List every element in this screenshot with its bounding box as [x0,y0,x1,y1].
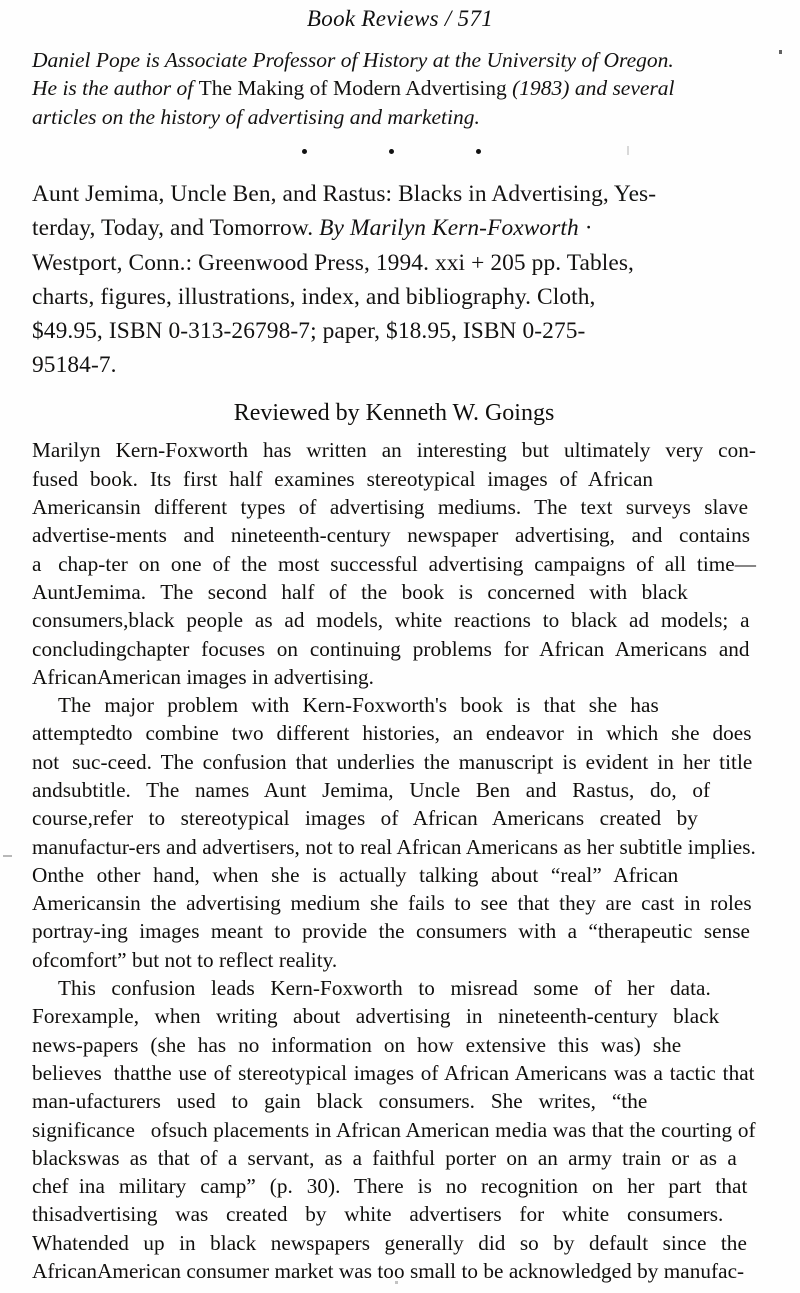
text-run: The Making of Modern Advertising [198,76,507,101]
ornament-dot-icon [476,149,481,154]
text-line: ufacturers used to gain black consumers. She writes, “the significance of [32,1089,648,1142]
scan-speck-artifact [779,50,782,54]
text-line: advertising was created by white advertisers for white consumers. What [32,1202,724,1255]
text-line: This confusion leads Kern-Foxworth to misread some of her data. For [32,976,711,1029]
text-line: ing images meant to provide the consumers with a “therapeutic sense of [32,919,750,972]
text-run: terday, Today, and Tomorrow. [32,215,320,242]
text-line [32,280,756,314]
review-body-text [32,436,756,1285]
text-line: American images in advertising. [97,664,374,689]
paragraph [32,436,756,691]
text-line: refer to stereotypical images of African Americans created by manufactur- [32,806,698,859]
text-line: Marilyn Kern-Foxworth has written an interesting but ultimately very con- [32,438,756,463]
text-line: ceed. The confusion that underlies the manuscript is evident in her title and [32,749,753,802]
scan-speck-artifact [3,855,12,857]
text-line: American consumer market was too small to be acknowledged by manufac- [97,1259,745,1284]
ornament-dot-icon [302,149,307,154]
text-line [32,348,756,382]
text-line [32,211,756,245]
paragraph [32,974,756,1285]
text-line: the other hand, when she is actually talking about “real” African Americans [32,862,679,916]
text-line: The major problem with Kern-Foxworth's book is that she has attempted [32,693,659,746]
text-column [32,46,756,1285]
text-run: charts, figures, illustrations, index, and bibliography. Cloth, [32,283,596,310]
author-biographical-note [32,46,756,131]
text-run: 95184-7. [32,352,117,379]
reviewer-byline: Reviewed by Kenneth W. Goings [233,400,555,427]
text-line: chapter focuses on continuing problems for African Americans and African [32,636,750,689]
book-citation [32,177,756,382]
text-line: example, when writing about advertising in nineteenth-century black news- [32,1004,720,1057]
text-line: black people as ad models, white reactions to black ad models; a concluding [32,608,750,661]
text-line [32,103,756,131]
text-line [32,74,756,102]
text-line [32,177,756,211]
ornament-dot-icon [389,149,394,154]
text-line: fused book. Its first half examines stereotypical images of African Americans [32,466,654,520]
text-line [32,246,756,280]
text-run: Aunt Jemima, Uncle Ben, and Rastus: Blacks in Advertising, Yes- [32,181,657,208]
text-line: a military camp” (p. 30). There is no recognition on her part that this [32,1174,748,1227]
text-line [32,314,756,348]
text-line: the use of stereotypical images of African Americans was a tactic that man- [32,1060,755,1114]
text-line: Jemima. The second half of the book is concerned with black consumers, [32,579,688,633]
text-line: ended up in black newspapers generally did so by default since the African [32,1230,747,1284]
section-separator-ornament [32,131,756,175]
text-line: subtitle. The names Aunt Jemima, Uncle Ben and Rastus, do, of course, [32,778,711,831]
text-run: articles on the history of advertising and marketing. [32,104,480,129]
paragraph [32,691,756,974]
text-line: papers (she has no information on how extensive this was) she believes that [32,1032,682,1085]
text-run: He is the author of [32,76,199,101]
text-run: $49.95, ISBN 0-313-26798-7; paper, $18.95, ISBN 0-275- [32,318,586,345]
text-run: (1983) and several [506,76,675,101]
text-run: · [578,215,593,242]
text-line: to combine two different histories, an endeavor in which she does not suc- [32,721,752,774]
text-line: was as that of a servant, as a faithful porter on an army train or as a chef in [32,1145,737,1199]
text-line: in the advertising medium she fails to see that they are cast in roles portray- [32,891,752,944]
running-head: Book Reviews / 571 [306,6,494,31]
text-run: By Marilyn Kern-Foxworth [319,215,579,242]
text-line: ments and nineteenth-century newspaper advertising, and contains a chap- [32,523,751,576]
text-line [32,46,756,74]
text-run: Westport, Conn.: Greenwood Press, 1994. xxi + 205 pp. Tables, [32,249,634,276]
text-line: ers and advertisers, not to real African Americans as her subtitle implies. On [32,834,756,887]
text-line: ter on one of the most successful advertising campaigns of all time—Aunt [32,551,756,604]
text-line: in different types of advertising mediums. The text surveys slave advertise- [32,495,749,548]
text-line: such placements in African American media was that the courting of blacks [32,1117,756,1170]
text-line: comfort” but not to reflect reality. [49,947,338,972]
text-run: Daniel Pope is Associate Professor of History at the University of Oregon. [32,48,674,72]
